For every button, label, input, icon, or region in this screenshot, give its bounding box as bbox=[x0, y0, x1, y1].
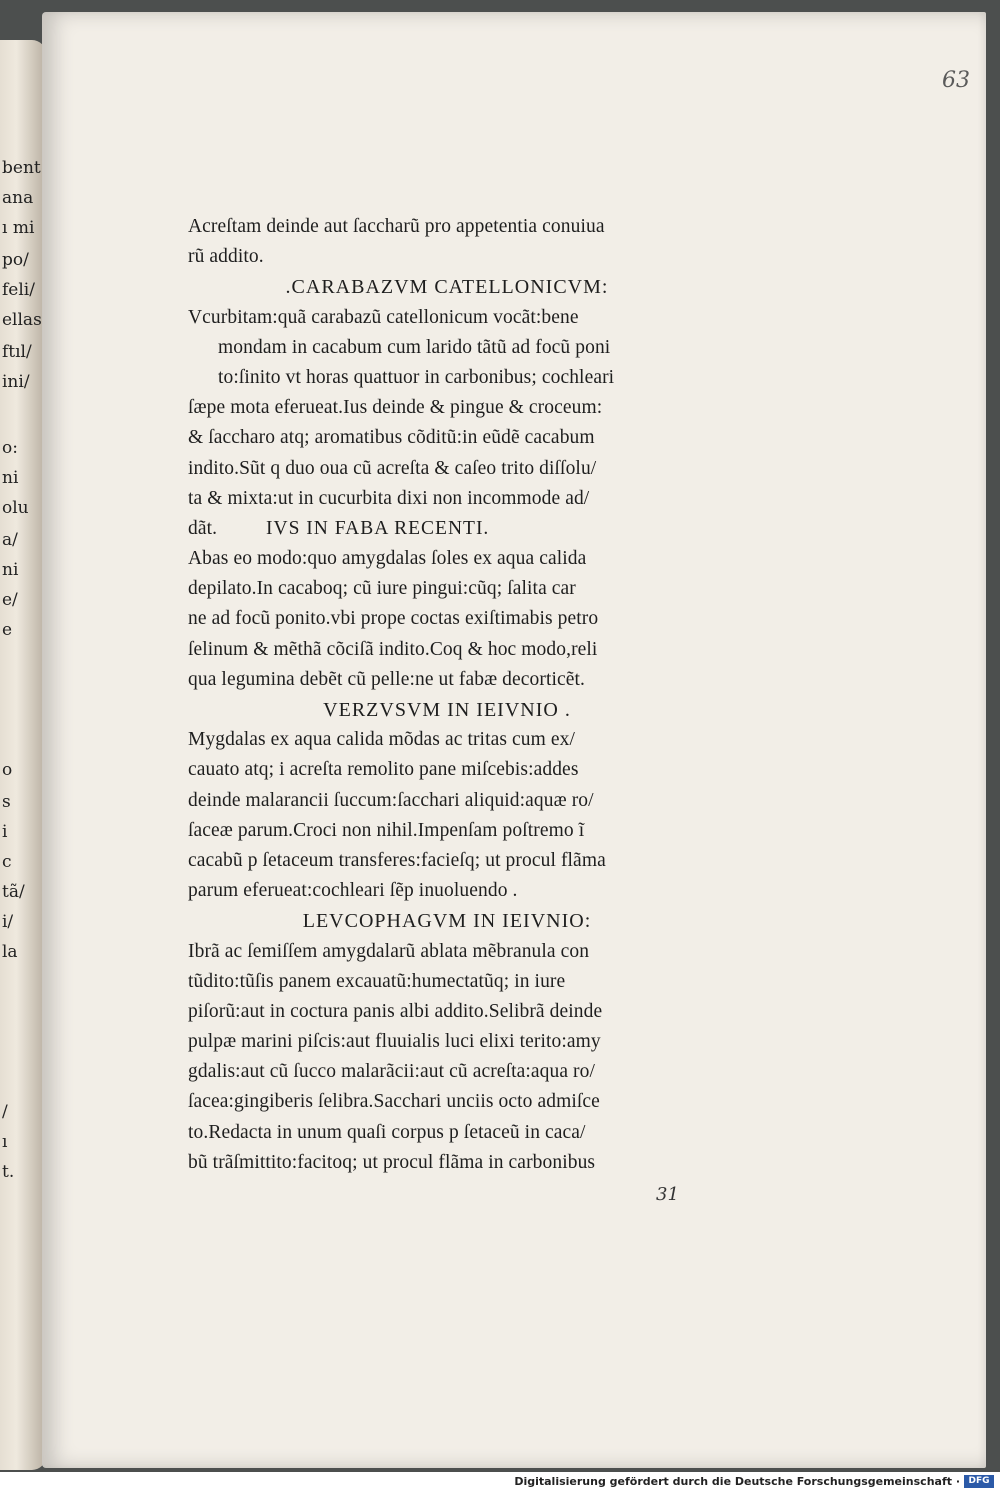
section-heading: VERZVSVM IN IEIVNIO . bbox=[323, 699, 571, 721]
text-line: indito.Sũt q duo oua cũ acreſta & caſeo trito diſſolu/ bbox=[188, 457, 597, 479]
section-heading: IVS IN FABA RECENTI. bbox=[266, 517, 490, 539]
text-line: ſaceæ parum.Croci non nihil.Impenſam poſtremo ĩ bbox=[188, 819, 585, 841]
prev-page-fragment: po/ bbox=[2, 250, 29, 270]
line-with-heading bbox=[188, 514, 706, 544]
prev-page-fragment: ana bbox=[2, 188, 34, 208]
text-line: piſorũ:aut in coctura panis albi addito.Selibrã deinde bbox=[188, 1000, 603, 1022]
book-page bbox=[42, 12, 986, 1468]
text-line: to:ſinito vt horas quattuor in carbonibus; cochleari bbox=[218, 366, 615, 388]
text-line: cacabũ p ſetaceum transferes:facieſq; ut procul flãma bbox=[188, 849, 606, 871]
prev-page-fragment: tã/ bbox=[2, 882, 25, 902]
text-line: Abas eo modo:quo amygdalas ſoles ex aqua calida bbox=[188, 548, 587, 570]
prev-page-fragment: s bbox=[2, 792, 11, 812]
text-line: Mygdalas ex aqua calida mõdas ac tritas cum ex/ bbox=[188, 729, 575, 751]
prev-page-fragment: e bbox=[2, 620, 13, 640]
text-line: Ibrã ac ſemiſſem amygdalarũ ablata mẽbranula con bbox=[188, 940, 590, 962]
prev-page-fragment: feli/ bbox=[2, 280, 35, 300]
prev-page-fragment: i/ bbox=[2, 912, 14, 932]
text-line: Vcurbitam:quã carabazũ catellonicum vocãt:bene bbox=[188, 306, 579, 328]
section-heading: .CARABAZVM CATELLONICVM: bbox=[285, 276, 609, 299]
prev-page-fragment: ı mi bbox=[2, 218, 35, 238]
text-block bbox=[188, 212, 706, 1178]
prev-page-fragment: ı bbox=[2, 1132, 8, 1152]
text-line: deinde malarancii ſuccum:ſacchari aliquid:aquæ ro/ bbox=[188, 789, 594, 811]
dfg-logo: DFG bbox=[964, 1475, 994, 1488]
prev-page-fragment: ni bbox=[2, 560, 19, 580]
prev-page-fragment: e/ bbox=[2, 590, 18, 610]
prev-page-fragment: i bbox=[2, 822, 8, 842]
text-line: ſacea:gingiberis ſelibra.Sacchari unciis octo admiſce bbox=[188, 1091, 600, 1113]
text-line: tũdito:tũſis panem excauatũ:humectatũq; in iure bbox=[188, 970, 566, 992]
prev-page-fragment: ini/ bbox=[2, 372, 30, 392]
text-line: to.Redacta in unum quaſi corpus p ſetaceũ in caca/ bbox=[188, 1121, 586, 1143]
prev-page-fragment: a/ bbox=[2, 530, 18, 550]
text-line: ſelinum & mẽthã cõciſã indito.Coq & hoc modo,reli bbox=[188, 638, 598, 660]
text-line: qua legumina debẽt cũ pelle:ne ut fabæ decorticẽt. bbox=[188, 668, 586, 690]
text-line: parum eferueat:cochleari ſẽp inuoluendo . bbox=[188, 880, 518, 902]
text-line: & ſaccharo atq; aromatibus cõditũ:in eũdẽ cacabum bbox=[188, 427, 595, 449]
prev-page-fragment: o: bbox=[2, 438, 18, 458]
text-line: pulpæ marini piſcis:aut fluuialis luci elixi terito:amy bbox=[188, 1031, 601, 1053]
prev-page-fragment: olu bbox=[2, 498, 29, 518]
previous-page-edge bbox=[0, 40, 46, 1470]
prev-page-fragment: bent bbox=[2, 158, 41, 178]
folio-number: 63 bbox=[942, 68, 970, 93]
footer-bar bbox=[0, 1472, 1000, 1492]
text-line: dãt. bbox=[188, 517, 218, 539]
prev-page-fragment: la bbox=[2, 942, 18, 962]
section-heading: LEVCOPHAGVM IN IEIVNIO: bbox=[302, 910, 592, 933]
prev-page-fragment: ftıl/ bbox=[2, 342, 32, 362]
prev-page-fragment: ellas bbox=[2, 310, 42, 330]
prev-page-fragment: ni bbox=[2, 468, 19, 488]
text-line: mondam in cacabum cum larido tãtũ ad focũ poni bbox=[218, 336, 611, 358]
text-line: ſæpe mota eferueat.Ius deinde & pingue & croceum: bbox=[188, 397, 603, 419]
text-line: ta & mixta:ut in cucurbita dixi non incommode ad/ bbox=[188, 487, 590, 509]
prev-page-fragment: c bbox=[2, 852, 12, 872]
text-line: rũ addito. bbox=[188, 246, 264, 268]
prev-page-fragment: / bbox=[2, 1102, 8, 1122]
prev-page-fragment: t. bbox=[2, 1162, 15, 1182]
funding-credit: Digitalisierung gefördert durch die Deutsche Forschungsgemeinschaft · bbox=[514, 1475, 960, 1488]
text-line: ne ad focũ ponito.vbi prope coctas exiſtimabis petro bbox=[188, 608, 599, 630]
signature-mark: 31 bbox=[656, 1184, 679, 1205]
text-line: cauato atq; i acreſta remolito pane miſcebis:addes bbox=[188, 759, 579, 781]
text-line: gdalis:aut cũ ſucco malarãcii:aut cũ acreſta:aqua ro/ bbox=[188, 1061, 596, 1083]
text-line: Acreſtam deinde aut ſaccharũ pro appetentia conuiua bbox=[188, 216, 605, 237]
text-line: bũ trãſmittito:facitoq; ut procul flãma in carbonibus bbox=[188, 1151, 596, 1173]
prev-page-fragment: o bbox=[2, 760, 13, 780]
text-line: depilato.In cacaboq; cũ iure pingui:cũq; ſalita car bbox=[188, 578, 576, 600]
